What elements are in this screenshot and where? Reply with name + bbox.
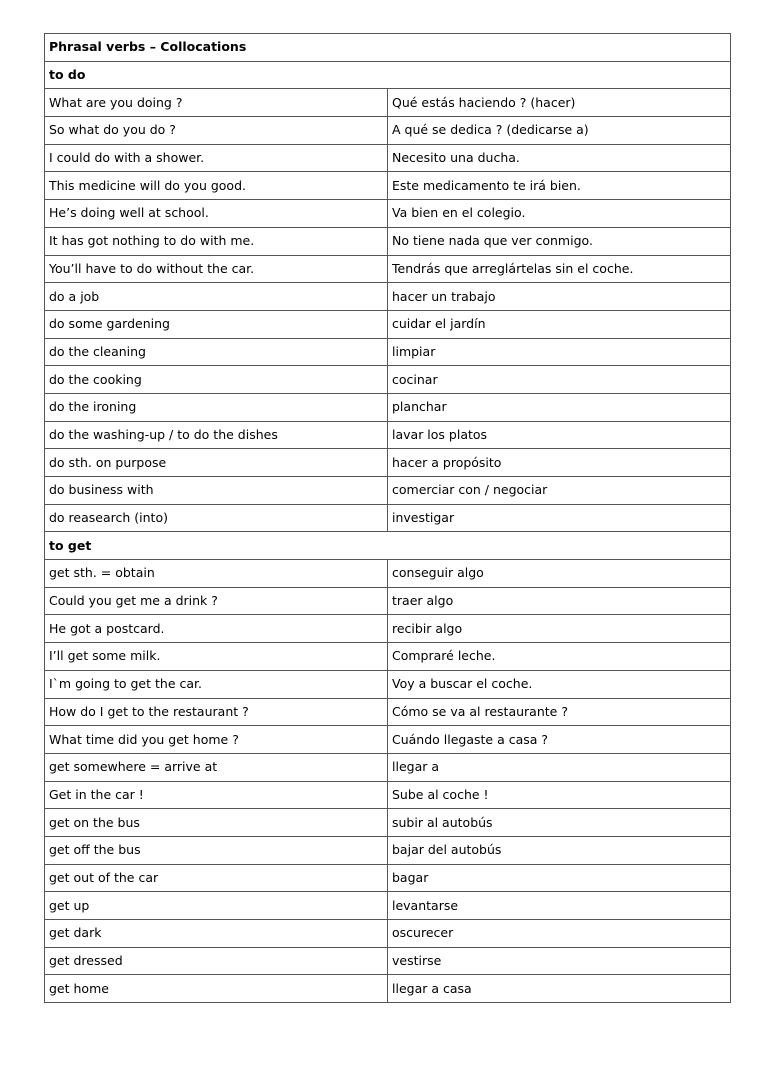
english-phrase: How do I get to the restaurant ? xyxy=(45,698,388,726)
table-row xyxy=(45,836,731,864)
english-phrase: do business with xyxy=(45,477,388,505)
english-phrase: He got a postcard. xyxy=(45,615,388,643)
english-phrase: get off the bus xyxy=(45,836,388,864)
english-phrase: do a job xyxy=(45,283,388,311)
table-row xyxy=(45,892,731,920)
table-row xyxy=(45,200,731,228)
english-phrase: It has got nothing to do with me. xyxy=(45,227,388,255)
spanish-translation: comerciar con / negociar xyxy=(388,477,731,505)
spanish-translation: bajar del autobús xyxy=(388,836,731,864)
table-row xyxy=(45,477,731,505)
table-row xyxy=(45,366,731,394)
spanish-translation: cocinar xyxy=(388,366,731,394)
table-row xyxy=(45,449,731,477)
spanish-translation: cuidar el jardín xyxy=(388,310,731,338)
spanish-translation: No tiene nada que ver conmigo. xyxy=(388,227,731,255)
spanish-translation: subir al autobús xyxy=(388,809,731,837)
spanish-translation: vestirse xyxy=(388,947,731,975)
table-row xyxy=(45,172,731,200)
english-phrase: do the ironing xyxy=(45,393,388,421)
spanish-translation: Tendrás que arreglártelas sin el coche. xyxy=(388,255,731,283)
table-row xyxy=(45,670,731,698)
spanish-translation: Compraré leche. xyxy=(388,643,731,671)
table-row xyxy=(45,393,731,421)
spanish-translation: Este medicamento te irá bien. xyxy=(388,172,731,200)
spanish-translation: Voy a buscar el coche. xyxy=(388,670,731,698)
spanish-translation: conseguir algo xyxy=(388,560,731,588)
spanish-translation: investigar xyxy=(388,504,731,532)
table-row xyxy=(45,975,731,1003)
table-row xyxy=(45,255,731,283)
table-row xyxy=(45,117,731,145)
english-phrase: get dark xyxy=(45,920,388,948)
spanish-translation: traer algo xyxy=(388,587,731,615)
english-phrase: do the cleaning xyxy=(45,338,388,366)
spanish-translation: Necesito una ducha. xyxy=(388,144,731,172)
english-phrase: What are you doing ? xyxy=(45,89,388,117)
spanish-translation: Cuándo llegaste a casa ? xyxy=(388,726,731,754)
english-phrase: get dressed xyxy=(45,947,388,975)
spanish-translation: Sube al coche ! xyxy=(388,781,731,809)
section-heading: to do xyxy=(45,61,731,89)
table-row xyxy=(45,227,731,255)
spanish-translation: Qué estás haciendo ? (hacer) xyxy=(388,89,731,117)
title-row xyxy=(45,34,731,62)
table-row xyxy=(45,809,731,837)
table-row xyxy=(45,587,731,615)
spanish-translation: Va bien en el colegio. xyxy=(388,200,731,228)
spanish-translation: lavar los platos xyxy=(388,421,731,449)
english-phrase: do the washing-up / to do the dishes xyxy=(45,421,388,449)
spanish-translation: hacer un trabajo xyxy=(388,283,731,311)
spanish-translation: hacer a propósito xyxy=(388,449,731,477)
table-row xyxy=(45,726,731,754)
english-phrase: So what do you do ? xyxy=(45,117,388,145)
table-row xyxy=(45,920,731,948)
table-row xyxy=(45,643,731,671)
table-row xyxy=(45,310,731,338)
document-title: Phrasal verbs – Collocations xyxy=(45,34,731,62)
section-heading-row xyxy=(45,532,731,560)
spanish-translation: recibir algo xyxy=(388,615,731,643)
phrasal-verbs-table xyxy=(44,33,731,1003)
english-phrase: get on the bus xyxy=(45,809,388,837)
section-heading: to get xyxy=(45,532,731,560)
table-row xyxy=(45,615,731,643)
table-row xyxy=(45,947,731,975)
english-phrase: I could do with a shower. xyxy=(45,144,388,172)
table-row xyxy=(45,781,731,809)
spanish-translation: Cómo se va al restaurante ? xyxy=(388,698,731,726)
table-row xyxy=(45,144,731,172)
spanish-translation: llegar a xyxy=(388,753,731,781)
english-phrase: do the cooking xyxy=(45,366,388,394)
spanish-translation: oscurecer xyxy=(388,920,731,948)
spanish-translation: limpiar xyxy=(388,338,731,366)
english-phrase: get somewhere = arrive at xyxy=(45,753,388,781)
english-phrase: get sth. = obtain xyxy=(45,560,388,588)
english-phrase: do sth. on purpose xyxy=(45,449,388,477)
table-body xyxy=(45,34,731,1003)
english-phrase: do some gardening xyxy=(45,310,388,338)
table-row xyxy=(45,864,731,892)
document-page xyxy=(44,33,731,1003)
table-row xyxy=(45,504,731,532)
english-phrase: Could you get me a drink ? xyxy=(45,587,388,615)
english-phrase: I`m going to get the car. xyxy=(45,670,388,698)
english-phrase: I’ll get some milk. xyxy=(45,643,388,671)
english-phrase: You’ll have to do without the car. xyxy=(45,255,388,283)
table-row xyxy=(45,421,731,449)
spanish-translation: planchar xyxy=(388,393,731,421)
table-row xyxy=(45,283,731,311)
table-row xyxy=(45,560,731,588)
table-row xyxy=(45,338,731,366)
english-phrase: get home xyxy=(45,975,388,1003)
english-phrase: What time did you get home ? xyxy=(45,726,388,754)
english-phrase: Get in the car ! xyxy=(45,781,388,809)
english-phrase: He’s doing well at school. xyxy=(45,200,388,228)
english-phrase: get out of the car xyxy=(45,864,388,892)
spanish-translation: bagar xyxy=(388,864,731,892)
table-row xyxy=(45,753,731,781)
table-row xyxy=(45,698,731,726)
section-heading-row xyxy=(45,61,731,89)
english-phrase: This medicine will do you good. xyxy=(45,172,388,200)
spanish-translation: llegar a casa xyxy=(388,975,731,1003)
table-row xyxy=(45,89,731,117)
english-phrase: get up xyxy=(45,892,388,920)
spanish-translation: A qué se dedica ? (dedicarse a) xyxy=(388,117,731,145)
english-phrase: do reasearch (into) xyxy=(45,504,388,532)
spanish-translation: levantarse xyxy=(388,892,731,920)
